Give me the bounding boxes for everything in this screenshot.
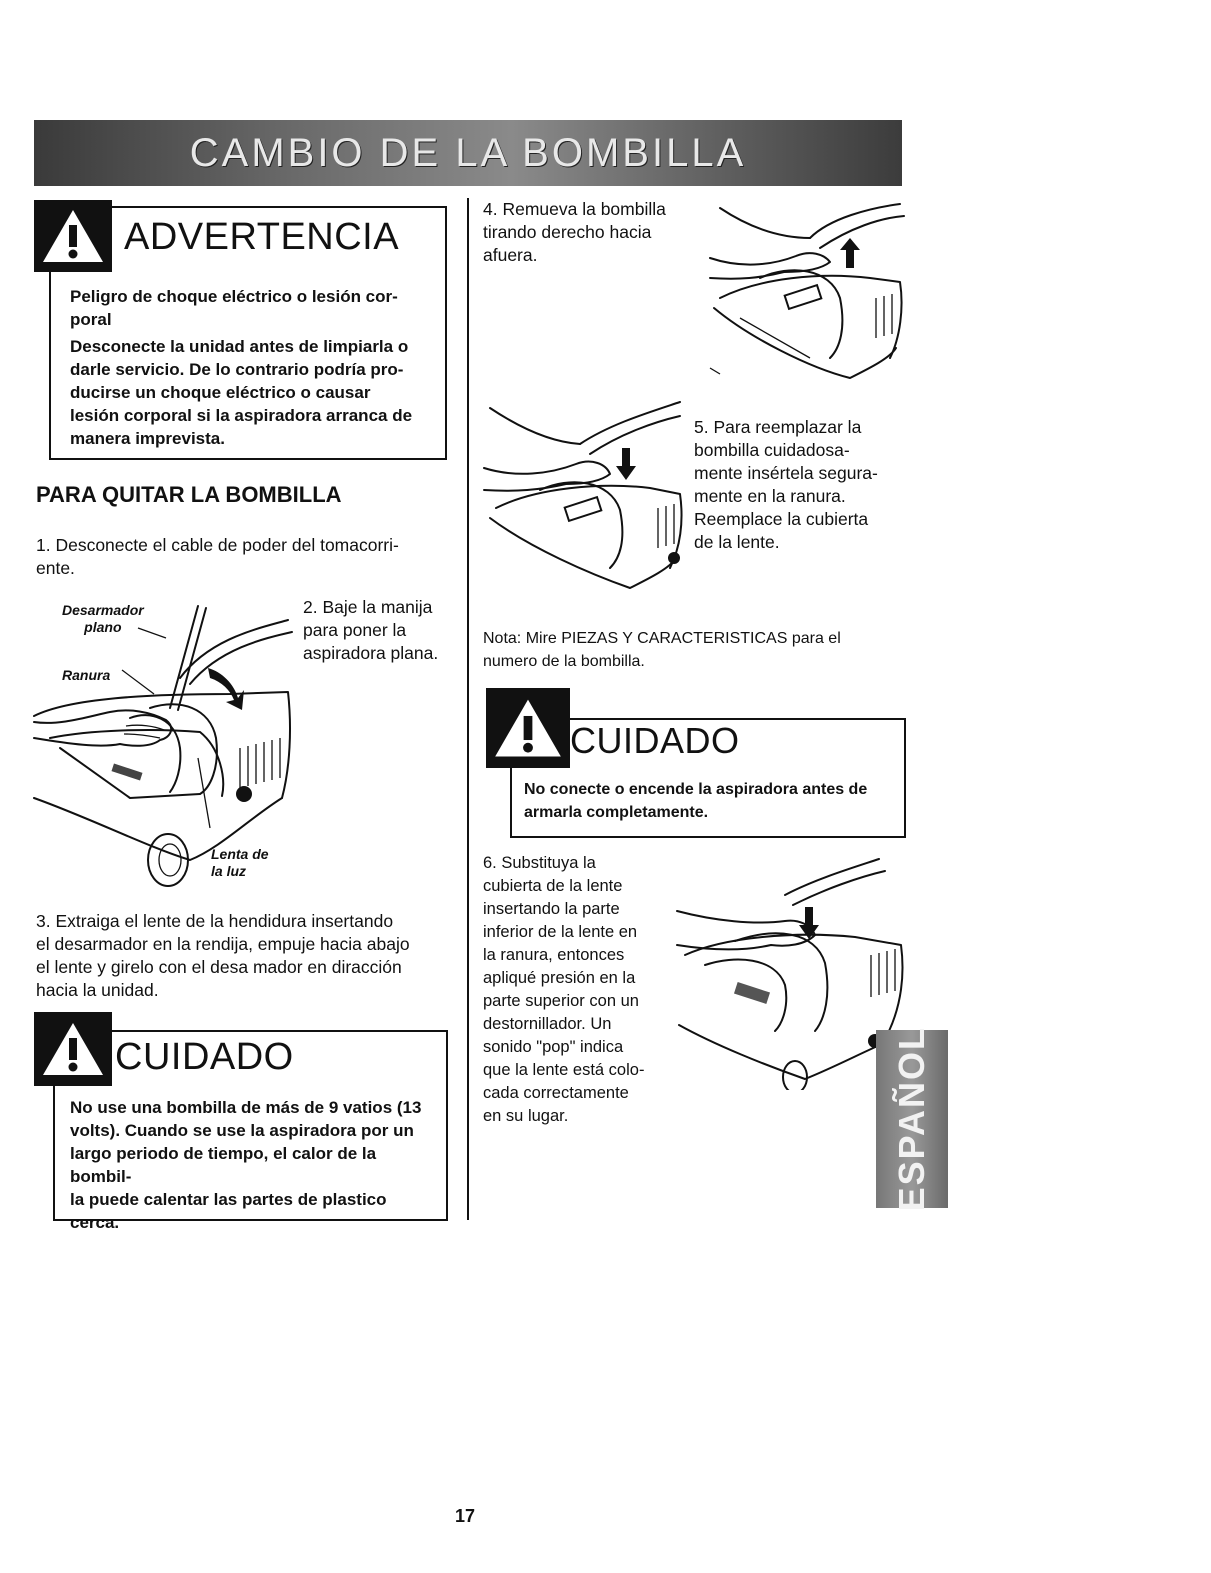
warning-line: lesión corporal si la aspiradora arranca de [70, 406, 413, 425]
column-divider [467, 198, 469, 1220]
step-5-line: Reemplace la cubierta [694, 509, 869, 529]
step-2-line: 2. Baje la manija [303, 597, 433, 617]
caution-line: armarla completamente. [524, 804, 709, 821]
step-5-line: bombilla cuidadosa- [694, 440, 850, 460]
illustration-screwdriver-lens [30, 598, 300, 893]
step-6-line: la ranura, entonces [483, 946, 625, 964]
language-side-tab [876, 1026, 948, 1212]
step-4 [483, 198, 703, 267]
warning-line: Desconecte la unidad antes de limpiarla o [70, 337, 409, 356]
caution-icon-block-1 [34, 1012, 112, 1086]
note [483, 627, 903, 673]
step-3-line: el lente y girelo con el desa mador en diracción [36, 957, 402, 977]
warning-icon-block [34, 200, 112, 272]
label-ranura: Ranura [62, 667, 111, 683]
step-4-line: tirando derecho hacia [483, 222, 652, 242]
page-title: CAMBIO DE LA BOMBILLA [189, 130, 747, 175]
side-tab-label: ESPAÑOL [891, 1026, 932, 1212]
step-3-line: hacia la unidad. [36, 980, 159, 1000]
warning-line: poral [70, 310, 112, 329]
step-2 [303, 596, 463, 665]
warning-line: manera imprevista. [70, 429, 225, 448]
warning-triangle-icon [493, 696, 563, 760]
step-2-line: aspiradora plana. [303, 643, 439, 663]
section-heading: PARA QUITAR LA BOMBILLA [36, 482, 342, 507]
step-3-line: el desarmador en la rendija, empuje hacia abajo [36, 934, 410, 954]
note-line: numero de la bombilla. [483, 653, 645, 670]
label-desarmador: Desarmador plano [62, 602, 144, 635]
step-5 [694, 416, 904, 554]
step-5-line: mente en la ranura. [694, 486, 846, 506]
step-6-line: en su lugar. [483, 1107, 569, 1125]
warning-triangle-icon [41, 207, 105, 265]
step-6-line: apliqué presión en la [483, 969, 636, 987]
caution-title-1: CUIDADO [115, 1036, 294, 1078]
warning-text [70, 285, 440, 450]
step-6-line: destornillador. Un [483, 1015, 612, 1033]
step-6-line: sonido "pop" indica [483, 1038, 624, 1056]
step-3 [36, 910, 461, 1002]
step-1 [36, 534, 456, 580]
title-banner [34, 120, 902, 186]
caution-text-1 [70, 1096, 440, 1234]
warning-title: ADVERTENCIA [124, 216, 400, 258]
page-number: 17 [455, 1506, 476, 1526]
step-4-line: afuera. [483, 245, 538, 265]
caution-line: la puede calentar las partes de plastico cerca. [70, 1190, 387, 1232]
caution-text-2 [524, 778, 896, 824]
illustration-insert-bulb [480, 398, 690, 598]
illustration-remove-bulb [700, 198, 910, 388]
step-5-line: 5. Para reemplazar la [694, 417, 862, 437]
warning-triangle-icon [41, 1020, 105, 1078]
warning-line: ducirse un choque eléctrico o causar [70, 383, 371, 402]
step-6-line: cubierta de la lente [483, 877, 623, 895]
caution-title-2: CUIDADO [570, 720, 740, 761]
illustration-replace-lens [675, 855, 907, 1090]
step-6-line: insertando la parte [483, 900, 620, 918]
note-line: Nota: Mire PIEZAS Y CARACTERISTICAS para el [483, 630, 841, 647]
caution-line: largo periodo de tiempo, el calor de la bombil- [70, 1144, 377, 1186]
step-6-line: cada correctamente [483, 1084, 629, 1102]
label-lenta: Lenta de la luz [211, 846, 269, 879]
step-1-line: ente. [36, 558, 75, 578]
caution-icon-block-2 [486, 688, 570, 768]
caution-line: No conecte o encende la aspiradora antes de [524, 781, 868, 798]
step-5-line: mente insértela segura- [694, 463, 878, 483]
step-4-line: 4. Remueva la bombilla [483, 199, 666, 219]
step-6-line: que la lente está colo- [483, 1061, 645, 1079]
step-6 [483, 852, 678, 1128]
step-3-line: 3. Extraiga el lente de la hendidura insertando [36, 911, 394, 931]
step-5-line: de la lente. [694, 532, 780, 552]
caution-line: volts). Cuando se use la aspiradora por un [70, 1121, 414, 1140]
step-6-line: inferior de la lente en [483, 923, 638, 941]
caution-line: No use una bombilla de más de 9 vatios (13 [70, 1098, 422, 1117]
step-6-line: 6. Substituya la [483, 854, 596, 872]
warning-line: Peligro de choque eléctrico o lesión cor- [70, 287, 398, 306]
step-6-line: parte superior con un [483, 992, 639, 1010]
step-2-line: para poner la [303, 620, 407, 640]
warning-line: darle servicio. De lo contrario podría pro- [70, 360, 404, 379]
step-1-line: 1. Desconecte el cable de poder del tomacorri- [36, 535, 399, 555]
